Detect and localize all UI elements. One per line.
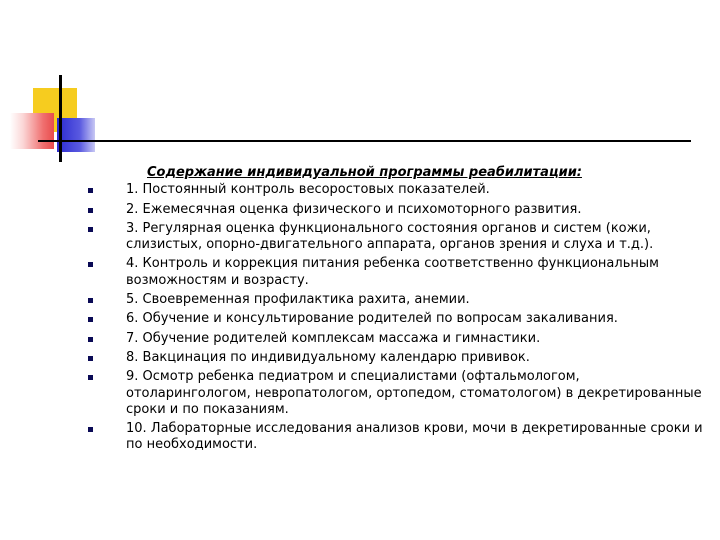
bullet-icon	[88, 356, 93, 361]
bullet-icon	[88, 375, 93, 380]
list-item-text: 10. Лабораторные исследования анализов крови, мочи в декретированные сроки и по необходимости.	[126, 421, 703, 453]
list-item-text: 7. Обучение родителей комплексам массажа и гимнастики.	[126, 330, 541, 346]
decor-red-square	[10, 113, 54, 149]
bullet-icon	[88, 208, 93, 213]
list-item	[88, 221, 708, 254]
list-item-text: 3. Регулярная оценка функционального состояния органов и систем (кожи, слизистых, опорно-двигательного аппарата, органов зрения и слуха и т.д.).	[126, 220, 654, 253]
list-item	[88, 202, 708, 218]
bullet-icon	[88, 298, 93, 303]
bullet-list	[88, 182, 708, 453]
list-item	[88, 292, 708, 308]
bullet-icon	[88, 227, 93, 232]
list-item	[88, 421, 708, 454]
list-item	[88, 311, 708, 327]
decor-vertical-line	[59, 75, 62, 162]
slide-heading: Содержание индивидуальной программы реабилитации:	[147, 165, 582, 180]
slide-content	[88, 165, 708, 457]
list-item	[88, 369, 708, 418]
list-item-text: 6. Обучение и консультирование родителей по вопросам закаливания.	[126, 311, 618, 327]
list-item	[88, 256, 708, 289]
bullet-icon	[88, 262, 93, 267]
list-item	[88, 350, 708, 366]
list-item-text: 5. Своевременная профилактика рахита, анемии.	[126, 292, 470, 308]
list-item	[88, 182, 708, 198]
bullet-icon	[88, 188, 93, 193]
list-item	[88, 331, 708, 347]
list-item-text: 4. Контроль и коррекция питания ребенка соответственно функциональным возможностям и возрасту.	[126, 256, 659, 288]
list-item-text: 8. Вакцинация по индивидуальному календарю прививок.	[126, 349, 530, 365]
decor-horizontal-line	[38, 140, 691, 142]
list-item-text: 2. Ежемесячная оценка физического и психомоторного развития.	[126, 201, 582, 217]
decor-blue-square	[57, 118, 95, 152]
bullet-icon	[88, 427, 93, 432]
list-item-text: 1. Постоянный контроль весоростовых показателей.	[126, 182, 490, 198]
list-item-text: 9. Осмотр ребенка педиатром и специалистами (офтальмологом, отоларингологом, невропатологом, ортопедом, стоматологом) в декретированные сроки и по показаниям.	[126, 369, 702, 417]
bullet-icon	[88, 317, 93, 322]
bullet-icon	[88, 337, 93, 342]
